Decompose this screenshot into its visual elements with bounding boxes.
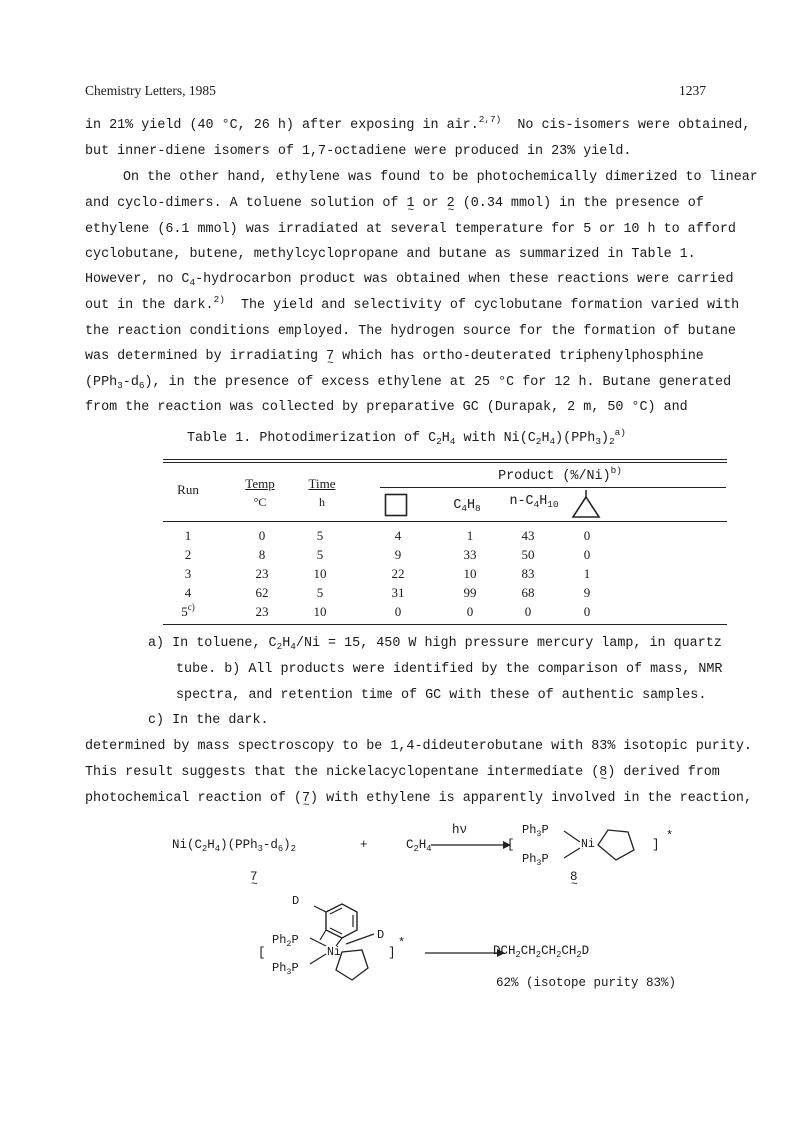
paragraph-3-line-1: determined by mass spectroscopy to be 1,4-dideuterobutane with 83% isotopic purity. (85, 739, 752, 754)
footnote-marker: c) (187, 602, 195, 612)
table-rule-mid (163, 521, 727, 522)
table-cell-time: 10 (313, 566, 327, 581)
table-cell-butane: 68 (521, 585, 535, 600)
table-cell-run: 2 (184, 547, 192, 562)
text-span: CH (520, 944, 536, 958)
paragraph-2-line-8 (85, 349, 704, 364)
text-span: Ni(C (172, 838, 203, 852)
col-header-product (480, 465, 640, 484)
bracket-right-2: ] (388, 946, 396, 960)
col-header-time-unit: h (319, 495, 325, 509)
compound-label: 7 ~ (302, 791, 310, 806)
table-cell-run: 5$^{c)}$ (181, 602, 195, 619)
text-span: -d (122, 375, 139, 390)
compound-label: 1 ~ (406, 196, 414, 211)
table-cell-time: 5 (316, 528, 324, 543)
ph3p-bottom (522, 852, 549, 866)
ph2p-label (272, 933, 299, 947)
subscript: 2 (413, 844, 419, 854)
footnote-b-cont: spectra, and retention time of GC with these of authentic samples. (176, 688, 707, 703)
col-header-butene (437, 498, 497, 513)
product-yield: 62% (isotope purity 83%) (496, 976, 677, 990)
paragraph-2-line-1: On the other hand, ethylene was found to be photochemically dimerized to linear (123, 170, 758, 185)
text-span: out in the dark. (85, 298, 214, 313)
col-header-temp-unit: °C (253, 495, 267, 509)
table-cell-mcp: 0 (583, 528, 591, 543)
text-span: ) with ethylene is apparently involved in the reaction, (310, 791, 752, 806)
excited-star: * (666, 829, 674, 843)
subscript: 4 (549, 436, 556, 447)
subscript: 3 (286, 967, 292, 977)
subscript: 2 (609, 436, 615, 447)
text-span: )(PPh (555, 431, 596, 446)
subscript: 4 (449, 436, 456, 447)
subscript: 3 (536, 858, 542, 868)
text-span: with Ni(C (455, 431, 536, 446)
text-span: P (291, 933, 299, 947)
table-cell-mcp: 0 (583, 604, 591, 619)
subscript: 2 (286, 939, 292, 949)
text-span: H (418, 838, 427, 852)
compound-label: 8 ~ (570, 870, 578, 884)
footnote-a (148, 636, 722, 651)
text-span: P (541, 823, 549, 837)
paragraph-1-line-1 (85, 114, 751, 133)
table-cell-c4h8: 33 (463, 547, 477, 562)
table-cell-temp: 0 (258, 528, 266, 543)
text-span: n-C (509, 494, 534, 509)
col-header-time: Time (308, 476, 336, 491)
text-span: H (467, 498, 476, 513)
paragraph-2-line-3: ethylene (6.1 mmol) was irradiated at several temperature for 5 or 10 h to afford (85, 222, 736, 237)
ethylene (406, 838, 432, 852)
table-cell-butane: 50 (521, 547, 535, 562)
table-rule-top-2 (163, 462, 727, 463)
compound-label: 8 ~ (599, 765, 607, 780)
subscript: 6 (138, 380, 145, 391)
text-span: H (441, 431, 450, 446)
col-header-run: Run (177, 482, 199, 497)
text-span: )(PPh (220, 838, 258, 852)
table-cell-time: 5 (316, 585, 324, 600)
paragraph-1-line-2: but inner-diene isomers of 1,7-octadiene were produced in 23% yield. (85, 144, 632, 159)
ni-atom-2: Ni (327, 946, 341, 959)
paragraph-2-line-10: from the reaction was collected by preparative GC (Durapak, 2 m, 50 °C) and (85, 400, 688, 415)
text-span: /Ni = 15, 450 W high pressure mercury lamp, in quartz (295, 636, 722, 651)
text-span: Product (%/Ni) (498, 469, 611, 484)
text-span: ) derived from (607, 765, 720, 780)
text-span: ) (600, 431, 609, 446)
reference: 2) (213, 294, 225, 305)
subscript: 4 (214, 844, 221, 854)
text-span: CH (561, 944, 577, 958)
text-span: -hydrocarbon product was obtained when these reactions were carried (195, 272, 734, 287)
paragraph-2-line-9 (85, 375, 731, 390)
paragraph-2-line-5 (85, 272, 734, 287)
ni-atom: Ni (581, 838, 595, 851)
table-cell-temp: 23 (255, 604, 269, 619)
subscript: 2 (535, 436, 542, 447)
text-span: Ph (522, 823, 537, 837)
text-span: H (541, 431, 550, 446)
table-rule-bottom (163, 624, 727, 625)
compound-8-label (570, 870, 578, 884)
text-span: The yield and selectivity of cyclobutane formation varied with (240, 298, 740, 313)
subscript: 3 (117, 380, 123, 391)
subscript: 4 (189, 277, 196, 288)
text-span: which has ortho-deuterated triphenylphosphine (334, 349, 704, 364)
paragraph-2-line-4: cyclobutane, butene, methylcyclopropane and butane as summarized in Table 1. (85, 247, 696, 262)
footnote-marker: b) (610, 465, 622, 476)
text-span: Ph (522, 852, 537, 866)
journal-header: Chemistry Letters, 1985 (85, 83, 216, 98)
table-cell-cb: 31 (391, 585, 405, 600)
table-cell-time: 5 (316, 547, 324, 562)
table-caption (187, 427, 626, 447)
subscript: 3 (595, 436, 601, 447)
table-cell-c4h8: 10 (463, 566, 477, 581)
text-span: D (581, 944, 590, 958)
text-span: Ph (272, 961, 287, 975)
table-cell-mcp: 9 (583, 585, 591, 600)
text-span: photochemical reaction of ( (85, 791, 302, 806)
paragraph-2-line-7: the reaction conditions employed. The hydrogen source for the formation of butane (85, 324, 736, 339)
subscript: 4 (533, 499, 540, 510)
table-cell-temp: 62 (255, 585, 269, 600)
text-span: a) In toluene, C (148, 636, 277, 651)
plus-sign: + (360, 838, 368, 852)
table-cell-mcp: 1 (583, 566, 591, 581)
subscript: 2 (436, 436, 442, 447)
text-span: H (282, 636, 291, 651)
subscript: 4 (461, 503, 467, 514)
text-span: H (539, 494, 548, 509)
text-span: was determined by irradiating (85, 349, 327, 364)
table-cell-c4h8: 0 (466, 604, 474, 619)
reference: 2,7) (478, 114, 502, 125)
text-span: -d (262, 838, 278, 852)
table-cell-cb: 22 (391, 566, 405, 581)
subscript: 2 (556, 950, 562, 960)
col-header-temp: Temp (245, 476, 275, 491)
subscript: 2 (202, 844, 208, 854)
text-span: and cyclo-dimers. A toluene solution of (85, 196, 407, 211)
subscript: 2 (576, 950, 582, 960)
methylcyclopropane-icon (570, 488, 602, 520)
text-span: However, no C (85, 272, 190, 287)
table-cell-butane: 0 (524, 604, 532, 619)
bracket-left-8: [ (507, 838, 515, 852)
subscript: 2 (276, 641, 283, 652)
table-cell-cb: 0 (394, 604, 402, 619)
footnote-b: tube. b) All products were identified by the comparison of mass, NMR (176, 662, 723, 677)
product-butane (493, 944, 589, 958)
text-span: Ph (272, 933, 287, 947)
compound-7-label (250, 870, 258, 884)
text-span: No cis-isomers were obtained, (517, 118, 751, 133)
table-cell-mcp: 0 (583, 547, 591, 562)
table-cell-butane: 43 (521, 528, 535, 543)
text-span: C (453, 498, 462, 513)
text-span: H (207, 838, 215, 852)
subscript: 8 (475, 503, 481, 514)
table-cell-c4h8: 1 (466, 528, 474, 543)
subscript: 2 (535, 950, 542, 960)
text-span: Table 1. Photodimerization of C (187, 431, 437, 446)
nickelacyclopentane-structure (554, 820, 644, 868)
deuterium-top: D (292, 894, 300, 908)
subscript: 4 (426, 844, 432, 854)
compound-label: 7 ~ (250, 870, 258, 884)
excited-star-2: * (398, 936, 406, 950)
compound-label: 7 ~ (326, 349, 334, 364)
table-cell-run: 1 (184, 528, 192, 543)
col-header-butane (494, 494, 574, 509)
text-span: DCH (493, 944, 516, 958)
text-span: This result suggests that the nickelacyclopentane intermediate ( (85, 765, 600, 780)
reaction-arrow-1 (431, 838, 511, 852)
text-span: P (541, 852, 549, 866)
deuterium-mid: D (377, 928, 385, 942)
text-span: ) (283, 838, 291, 852)
page-number: 1237 (679, 83, 706, 98)
paragraph-2-line-2 (85, 196, 704, 211)
table-cell-temp: 8 (258, 547, 266, 562)
subscript: 3 (536, 829, 542, 839)
bracket-right-8: ] (652, 838, 660, 852)
paragraph-2-line-6 (85, 294, 740, 313)
text-span: (0.34 mmol) in the presence of (454, 196, 704, 211)
text-span: in 21% yield (40 °C, 26 h) after exposing in air. (85, 118, 479, 133)
text-span: CH (541, 944, 557, 958)
paragraph-3-line-3 (85, 791, 752, 806)
ph3p-top (522, 823, 549, 837)
text-span: ), in the presence of excess ethylene at 25 °C for 12 h. Butane generated (144, 375, 732, 390)
table-cell-cb: 4 (394, 528, 402, 543)
bracket-left-2: [ (258, 946, 266, 960)
subscript: 6 (277, 844, 284, 854)
text-span: C (406, 838, 414, 852)
hv-label: hν (452, 823, 468, 837)
subscript: 4 (290, 641, 296, 652)
cyclobutane-icon (384, 493, 408, 517)
table-cell-run: 3 (184, 566, 192, 581)
subscript: 2 (515, 950, 521, 960)
text-span: (PPh (85, 375, 118, 390)
table-cell-butane: 83 (521, 566, 535, 581)
table-cell-cb: 9 (394, 547, 402, 562)
subscript: 2 (290, 844, 296, 854)
subscript: 10 (547, 499, 559, 510)
subscript: 3 (257, 844, 263, 854)
product-header-rule (380, 487, 726, 488)
table-cell-run: 4 (184, 585, 192, 600)
ortho-metallated-structure (296, 898, 388, 990)
footnote-marker: a) (614, 427, 626, 438)
reactant-7 (172, 838, 296, 852)
table-rule-top (163, 459, 727, 460)
paragraph-3-line-2 (85, 765, 720, 780)
ph3p-label-2 (272, 961, 299, 975)
footnote-c: c) In the dark. (148, 713, 269, 728)
table-cell-time: 10 (313, 604, 327, 619)
compound-label: 2 ~ (447, 196, 455, 211)
table-cell-c4h8: 99 (463, 585, 477, 600)
text-span: P (291, 961, 299, 975)
text-span: or (414, 196, 447, 211)
table-cell-temp: 23 (255, 566, 269, 581)
